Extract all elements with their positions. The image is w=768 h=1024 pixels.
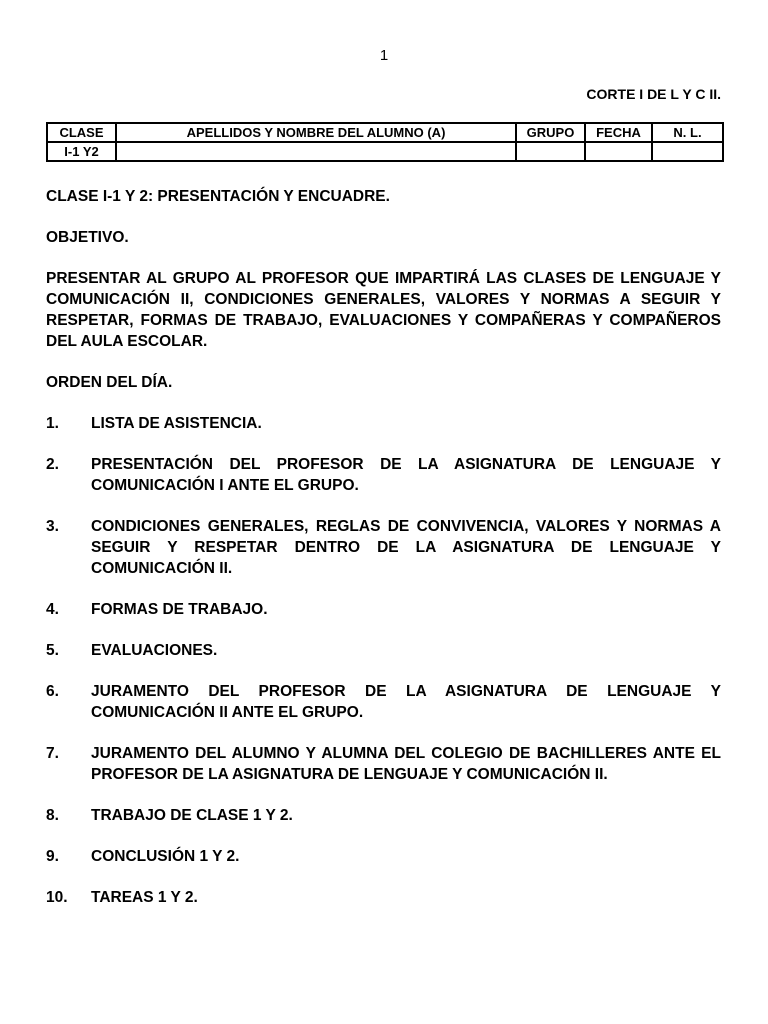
list-item [46, 640, 721, 661]
table-header-cell: FECHA [585, 123, 652, 142]
list-item-number: 3. [46, 518, 59, 535]
list-item-text: PRESENTACIÓN DEL PROFESOR DE LA ASIGNATURA DE LENGUAJE Y COMUNICACIÓN I ANTE EL GRUPO. [91, 456, 721, 494]
table-cell-fecha [585, 142, 652, 161]
list-item [46, 805, 721, 826]
table-header-cell: APELLIDOS Y NOMBRE DEL ALUMNO (A) [116, 123, 516, 142]
table-header-cell: N. L. [652, 123, 723, 142]
list-item [46, 887, 721, 908]
list-item-text: EVALUACIONES. [91, 642, 218, 659]
list-item [46, 681, 721, 723]
list-item [46, 743, 721, 785]
list-item-number: 2. [46, 456, 59, 473]
table-header-row [47, 123, 723, 142]
table-row [47, 142, 723, 161]
objective-heading: OBJETIVO. [46, 229, 129, 246]
page-number: 1 [379, 47, 389, 64]
table-cell-student-name [116, 142, 516, 161]
list-item-text: CONCLUSIÓN 1 Y 2. [91, 848, 240, 865]
list-item-number: 6. [46, 683, 59, 700]
agenda-heading: ORDEN DEL DÍA. [46, 374, 173, 391]
list-item-text: TAREAS 1 Y 2. [91, 889, 198, 906]
list-item [46, 413, 721, 434]
objective-text: PRESENTAR AL GRUPO AL PROFESOR QUE IMPARTIRÁ LAS CLASES DE LENGUAJE Y COMUNICACIÓN II, CONDICIONES GENERALES, VALORES Y NORMAS A SEGUIR Y RESPETAR, FORMAS DE TRABAJO, EVALUACIONES Y COMPAÑERAS Y COMPAÑEROS DEL AULA ESCOLAR. [46, 270, 721, 350]
table-header-cell: GRUPO [516, 123, 585, 142]
table-cell-grupo [516, 142, 585, 161]
table-cell-nl [652, 142, 723, 161]
list-item-text: FORMAS DE TRABAJO. [91, 601, 268, 618]
agenda-list [46, 413, 721, 908]
list-item-number: 10. [46, 889, 68, 906]
list-item-number: 7. [46, 745, 59, 762]
class-title: CLASE I-1 Y 2: PRESENTACIÓN Y ENCUADRE. [46, 188, 390, 205]
corte-label: CORTE I DE L Y C II. [586, 86, 721, 102]
list-item-number: 4. [46, 601, 59, 618]
list-item-number: 8. [46, 807, 59, 824]
list-item-number: 1. [46, 415, 59, 432]
list-item-text: JURAMENTO DEL ALUMNO Y ALUMNA DEL COLEGIO DE BACHILLERES ANTE EL PROFESOR DE LA ASIGNATURA DE LENGUAJE Y COMUNICACIÓN II. [91, 745, 721, 783]
student-info-table [46, 122, 724, 162]
list-item-number: 9. [46, 848, 59, 865]
table-header-cell: CLASE [47, 123, 116, 142]
list-item-text: CONDICIONES GENERALES, REGLAS DE CONVIVENCIA, VALORES Y NORMAS A SEGUIR Y RESPETAR DENTRO DE LA ASIGNATURA DE LENGUAJE Y COMUNICACIÓN II. [91, 518, 721, 577]
table-cell-clase: I-1 Y2 [47, 142, 116, 161]
list-item-text: TRABAJO DE CLASE 1 Y 2. [91, 807, 293, 824]
list-item [46, 846, 721, 867]
list-item [46, 516, 721, 579]
list-item [46, 599, 721, 620]
list-item-text: JURAMENTO DEL PROFESOR DE LA ASIGNATURA DE LENGUAJE Y COMUNICACIÓN II ANTE EL GRUPO. [91, 683, 721, 721]
list-item-number: 5. [46, 642, 59, 659]
document-body [46, 186, 721, 928]
list-item-text: LISTA DE ASISTENCIA. [91, 415, 262, 432]
list-item [46, 454, 721, 496]
